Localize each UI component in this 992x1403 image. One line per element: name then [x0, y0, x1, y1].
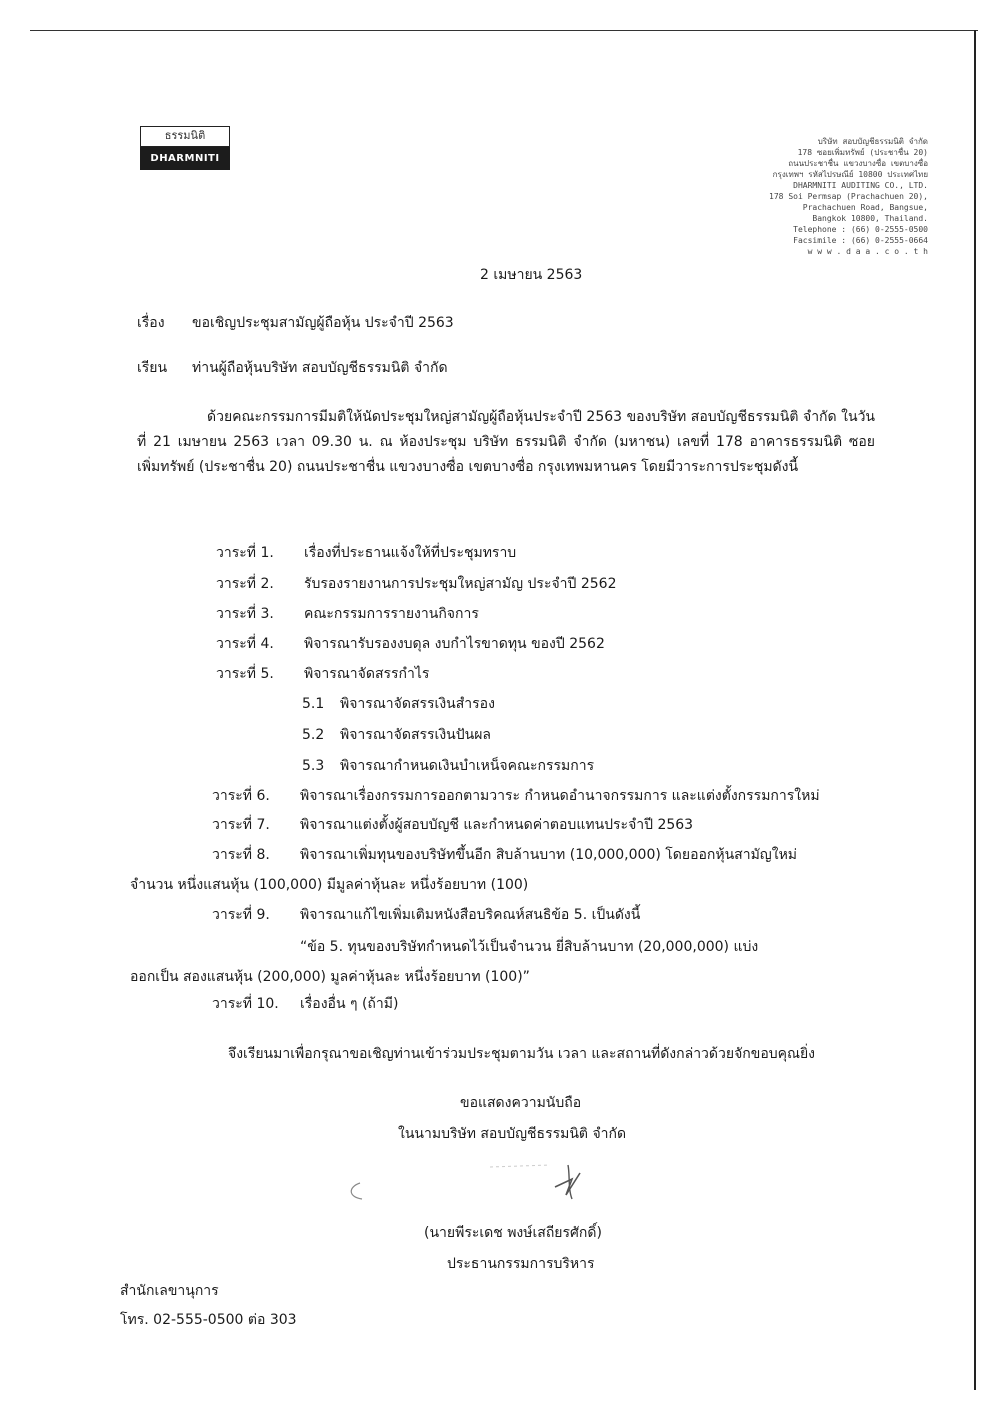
agenda-key: วาระที่ 3.: [216, 606, 274, 622]
agenda-key: วาระที่ 7.: [212, 817, 270, 833]
agenda-text: พิจารณาจัดสรรกำไร: [304, 666, 430, 682]
agenda-text: พิจารณาเรื่องกรรมการออกตามวาระ กำหนดอำนาจกรรมการ และแต่งตั้งกรรมการใหม่: [300, 788, 820, 804]
company-logo: [140, 126, 230, 170]
signer-name: (นายพีระเดช พงษ์เสถียรศักดิ์): [424, 1225, 602, 1241]
logo-english-text: DHARMNITI: [140, 147, 230, 170]
company-letterhead: [750, 136, 928, 257]
agenda-text: คณะกรรมการรายงานกิจการ: [304, 606, 479, 622]
sub-item-text: พิจารณาจัดสรรเงินสำรอง: [340, 696, 495, 712]
sub-item-number: 5.3: [302, 758, 325, 774]
contact-phone: โทร. 02-555-0500 ต่อ 303: [120, 1312, 297, 1328]
agenda-key: วาระที่ 1.: [216, 545, 274, 561]
agenda-text: พิจารณารับรองงบดุล งบกำไรขาดทุน ของปี 2562: [304, 636, 605, 652]
agenda-text: พิจารณาแต่งตั้งผู้สอบบัญชี และกำหนดค่าตอบแทนประจำปี 2563: [300, 817, 694, 833]
signature-mark: [340, 1155, 590, 1215]
body-paragraph: ด้วยคณะกรรมการมีมติให้นัดประชุมใหญ่สามัญผู้ถือหุ้นประจำปี 2563 ของบริษัท สอบบัญชีธรรมนิติ จำกัด ในวันที่ 21 เมษายน 2563 เวลา 09.30 น. ณ ห้องประชุม บริษัท ธรรมนิติ จำกัด (มหาชน) เลขที่ 178 อาคารธรรมนิติ ซอยเพิ่มทรัพย์ (ประชาชื่น 20) ถนนประชาชื่น แขวงบางซื่อ เขตบางซื่อ กรุงเทพมหานคร โดยมีวาระการประชุมดังนี้: [137, 409, 875, 475]
office-name: สำนักเลขานุการ: [120, 1283, 219, 1299]
agenda-key: วาระที่ 2.: [216, 576, 274, 592]
logo-thai-text: ธรรมนิติ: [140, 126, 230, 147]
letterhead-line: DHARMNITI AUDITING CO., LTD.: [793, 181, 928, 190]
sub-item-text: พิจารณาจัดสรรเงินปันผล: [340, 727, 491, 743]
agenda-key: วาระที่ 9.: [212, 907, 270, 923]
sub-item-text: พิจารณากำหนดเงินบำเหน็จคณะกรรมการ: [340, 758, 595, 774]
agenda-quote: “ข้อ 5. ทุนของบริษัทกำหนดไว้เป็นจำนวน ยี่สิบล้านบาท (20,000,000) แบ่ง: [300, 939, 759, 955]
letterhead-line: Bangkok 10800, Thailand.: [812, 214, 928, 223]
recipient-label: เรียน: [137, 360, 168, 376]
page-edge-top: [30, 30, 978, 31]
letterhead-line: กรุงเทพฯ รหัสไปรษณีย์ 10800 ประเทศไทย: [772, 170, 928, 179]
letterhead-line: 178 Soi Permsap (Prachachuen 20),: [769, 192, 928, 201]
letterhead-line: Facsimile : (66) 0-2555-0664: [793, 236, 928, 245]
regards-text: ขอแสดงความนับถือ: [460, 1095, 582, 1111]
letterhead-line: บริษัท สอบบัญชีธรรมนิติ จำกัด: [817, 137, 928, 146]
subject-text: ขอเชิญประชุมสามัญผู้ถือหุ้น ประจำปี 2563: [192, 315, 454, 331]
agenda-text: เรื่องอื่น ๆ (ถ้ามี): [300, 996, 399, 1012]
letterhead-line: Telephone : (66) 0-2555-0500: [793, 225, 928, 234]
agenda-text: รับรองรายงานการประชุมใหญ่สามัญ ประจำปี 2562: [304, 576, 617, 592]
signer-title: ประธานกรรมการบริหาร: [447, 1256, 595, 1272]
agenda-text: เรื่องที่ประธานแจ้งให้ที่ประชุมทราบ: [304, 545, 517, 561]
recipient-text: ท่านผู้ถือหุ้นบริษัท สอบบัญชีธรรมนิติ จำกัด: [192, 360, 448, 376]
on-behalf-text: ในนามบริษัท สอบบัญชีธรรมนิติ จำกัด: [398, 1126, 627, 1142]
agenda-key: วาระที่ 8.: [212, 847, 270, 863]
agenda-key: วาระที่ 10.: [212, 996, 279, 1012]
page-edge-right: [974, 30, 976, 1390]
letterhead-line: ถนนประชาชื่น แขวงบางซื่อ เขตบางซื่อ: [788, 159, 928, 168]
agenda-key: วาระที่ 4.: [216, 636, 274, 652]
sub-item-number: 5.2: [302, 727, 325, 743]
letterhead-line: Prachachuen Road, Bangsue,: [802, 203, 928, 212]
letter-date: 2 เมษายน 2563: [480, 267, 583, 283]
agenda-text: พิจารณาแก้ไขเพิ่มเติมหนังสือบริคณห์สนธิข้อ 5. เป็นดังนี้: [300, 907, 641, 923]
letterhead-line: 178 ซอยเพิ่มทรัพย์ (ประชาชื่น 20): [797, 148, 928, 157]
agenda-key: วาระที่ 5.: [216, 666, 274, 682]
agenda-quote: ออกเป็น สองแสนหุ้น (200,000) มูลค่าหุ้นละ หนึ่งร้อยบาท (100)”: [130, 969, 530, 985]
agenda-continuation: จำนวน หนึ่งแสนหุ้น (100,000) มีมูลค่าหุ้นละ หนึ่งร้อยบาท (100): [130, 877, 529, 893]
sub-item-number: 5.1: [302, 696, 325, 712]
agenda-key: วาระที่ 6.: [212, 788, 270, 804]
closing-text: จึงเรียนมาเพื่อกรุณาขอเชิญท่านเข้าร่วมประชุมตามวัน เวลา และสถานที่ดังกล่าวด้วยจักขอบคุณยิ่ง: [228, 1046, 816, 1062]
subject-label: เรื่อง: [137, 315, 165, 331]
agenda-text: พิจารณาเพิ่มทุนของบริษัทขึ้นอีก สิบล้านบาท (10,000,000) โดยออกหุ้นสามัญใหม่: [300, 847, 798, 863]
letterhead-line: w w w . d a a . c o . t h: [807, 247, 928, 256]
